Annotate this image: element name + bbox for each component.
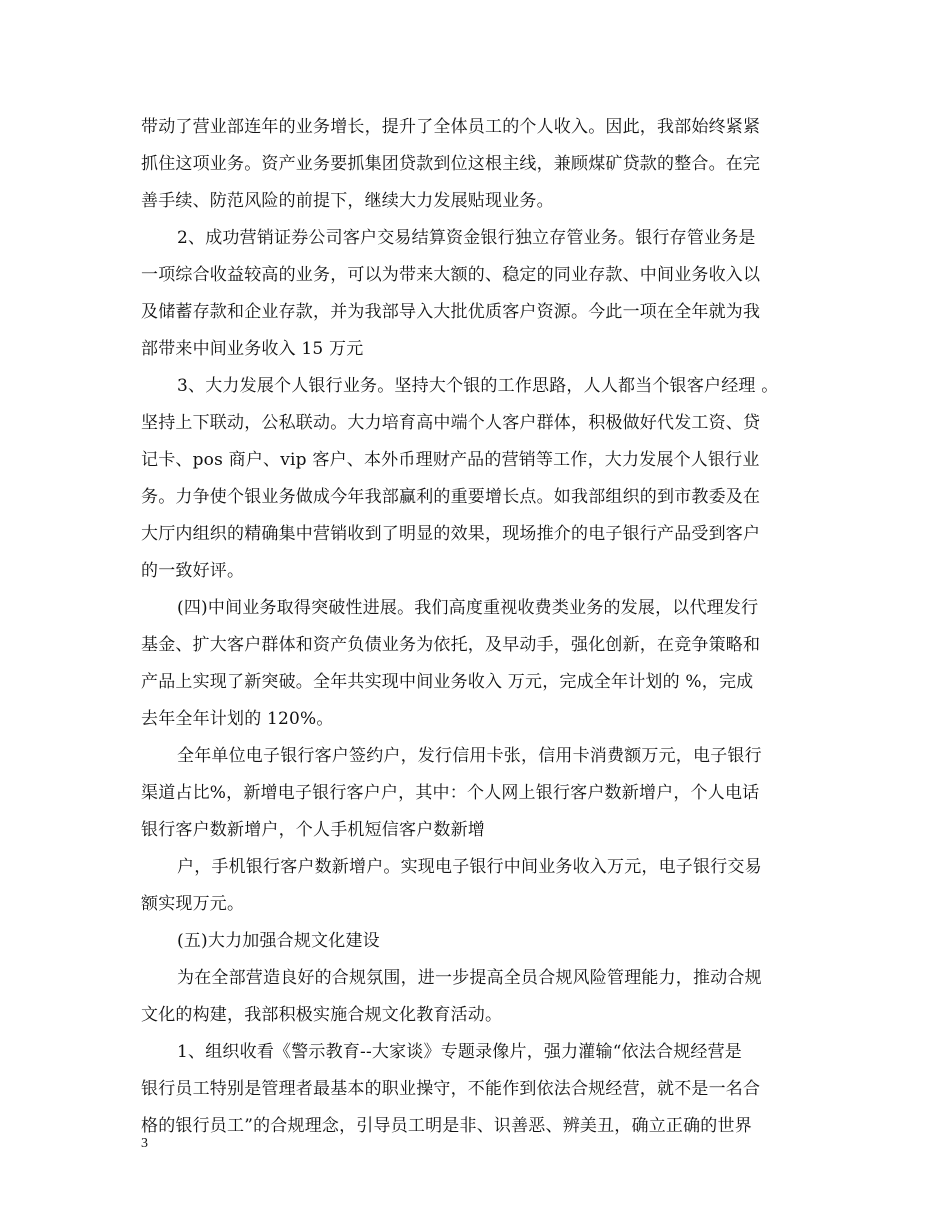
document-body: [141, 109, 821, 1145]
text-line: 大厅内组织的精确集中营销收到了明显的效果，现场推介的电子银行产品受到客户: [141, 524, 761, 544]
text-line: 格的银行员工”的合规理念，引导员工明是非、识善恶、辨美丑，确立正确的世界: [141, 1116, 752, 1136]
text-line: 全年单位电子银行客户签约户，发行信用卡张，信用卡消费额万元，电子银行: [177, 746, 762, 766]
text-line: 去年全年计划的 120%。: [141, 709, 334, 729]
text-line: 2、成功营销证券公司客户交易结算资金银行独立存管业务。银行存管业务是: [177, 228, 756, 248]
text-line: 坚持上下联动，公私联动。大力培育高中端个人客户群体，积极做好代发工资、贷: [141, 413, 761, 433]
text-line: (四)中间业务取得突破性进展。我们高度重视收费类业务的发展，以代理发行: [177, 598, 759, 618]
text-line: 银行员工特别是管理者最基本的职业操守，不能作到依法合规经营，就不是一名合: [141, 1079, 761, 1099]
text-line: 基金、扩大客户群体和资产负债业务为依托，及早动手，强化创新，在竞争策略和: [141, 635, 761, 655]
text-line: 文化的构建，我部积极实施合规文化教育活动。: [141, 1005, 503, 1025]
text-line: 抓住这项业务。资产业务要抓集团贷款到位这根主线，兼顾煤矿贷款的整合。在完: [141, 154, 761, 174]
text-line: 额实现万元。: [141, 894, 245, 914]
text-line: 1、组织收看《警示教育--大家谈》专题录像片，强力灌输“依法合规经营是: [177, 1042, 742, 1062]
text-line: 为在全部营造良好的合规氛围，进一步提高全员合规风险管理能力，推动合规: [177, 968, 762, 988]
page-number: 3: [141, 1136, 148, 1151]
section-heading: (五)大力加强合规文化建设: [177, 931, 380, 951]
text-line: 带动了营业部连年的业务增长，提升了全体员工的个人收入。因此，我部始终紧紧: [141, 117, 761, 137]
text-line: 及储蓄存款和企业存款，并为我部导入大批优质客户资源。今此一项在全年就为我: [141, 302, 761, 322]
text-line: 务。力争使个银业务做成今年我部赢利的重要增长点。如我部组织的到市教委及在: [141, 487, 761, 507]
text-line: 的一致好评。: [141, 561, 245, 581]
text-line: 记卡、pos 商户、vip 客户、本外币理财产品的营销等工作，大力发展个人银行业: [141, 450, 760, 470]
text-line: 3、大力发展个人银行业务。坚持大个银的工作思路，人人都当个银客户经理 。: [177, 376, 779, 396]
text-line: 一项综合收益较高的业务，可以为带来大额的、稳定的同业存款、中间业务收入以: [141, 265, 761, 285]
text-line: 银行客户数新增户，个人手机短信客户数新增: [141, 820, 485, 840]
text-line: 渠道占比%，新增电子银行客户户，其中：个人网上银行客户数新增户，个人电话: [141, 783, 760, 803]
text-line: 部带来中间业务收入 15 万元: [141, 339, 364, 359]
text-line: 产品上实现了新突破。全年共实现中间业务收入 万元，完成全年计划的 %，完成: [141, 672, 754, 692]
text-line: 户，手机银行客户数新增户。实现电子银行中间业务收入万元，电子银行交易: [177, 857, 762, 877]
text-line: 善手续、防范风险的前提下，继续大力发展贴现业务。: [141, 191, 554, 211]
